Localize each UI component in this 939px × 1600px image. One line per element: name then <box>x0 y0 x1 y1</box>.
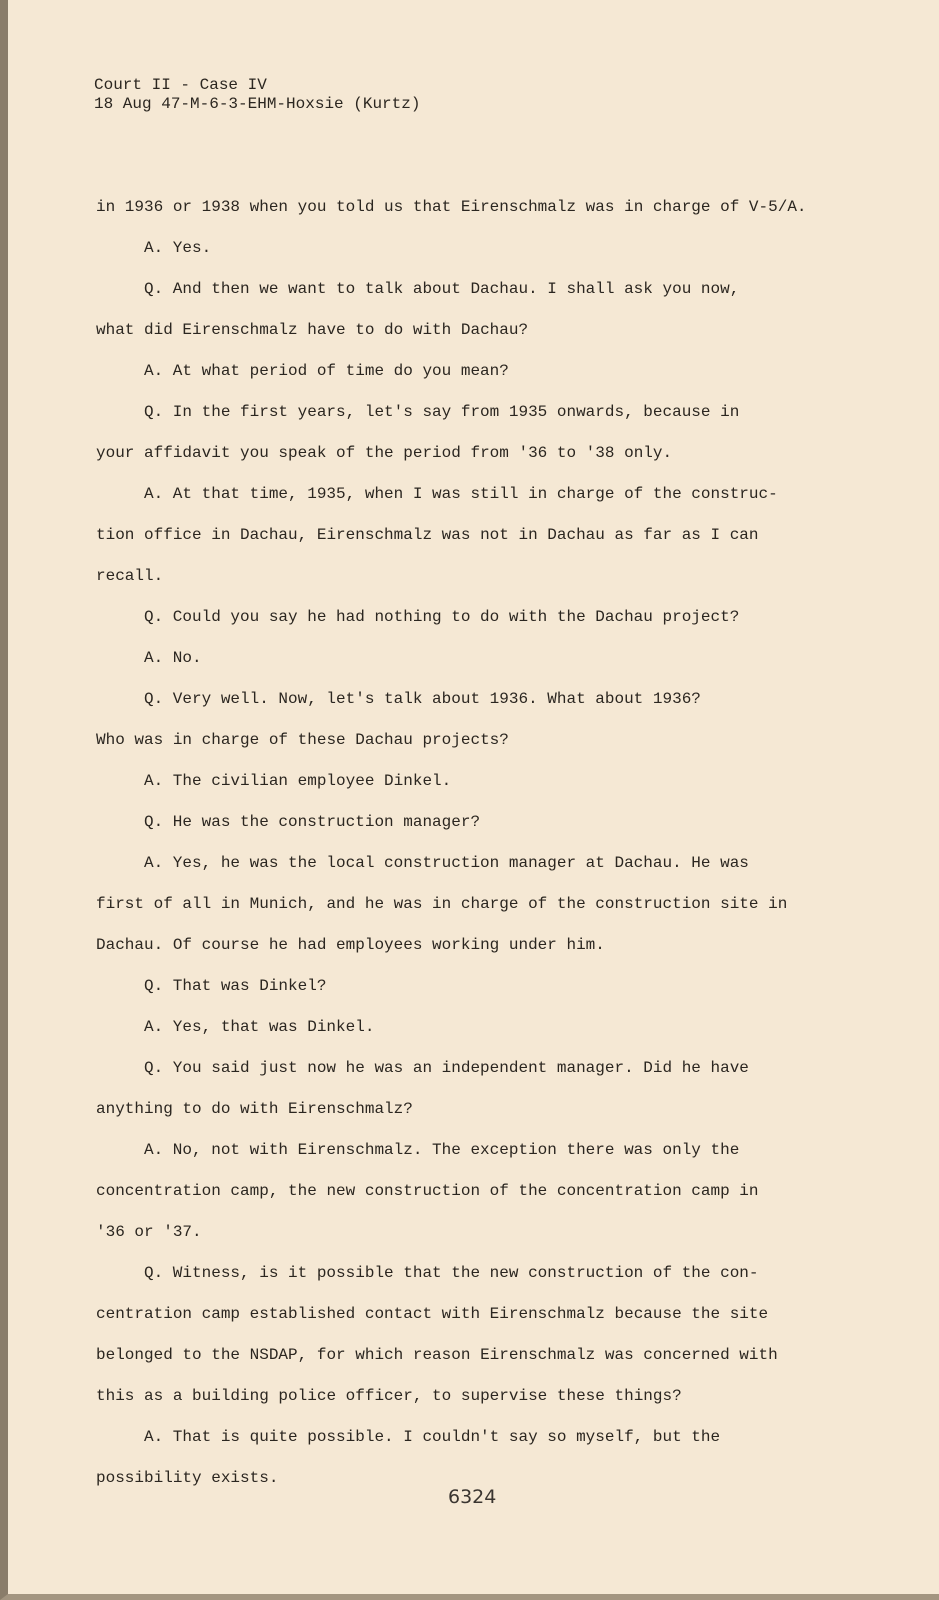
answer-line: A. Yes, that was Dinkel. <box>144 1018 375 1036</box>
transcript-line: first of all in Munich, and he was in charge of the construction site in <box>96 895 788 913</box>
answer-line: A. No, not with Eirenschmalz. The exception there was only the <box>144 1141 740 1159</box>
transcript-line: belonged to the NSDAP, for which reason Eirenschmalz was concerned with <box>96 1346 778 1364</box>
transcript-line: your affidavit you speak of the period from '36 to '38 only. <box>96 444 673 462</box>
header-court-line: Court II - Case IV <box>94 76 267 94</box>
header-date-line: 18 Aug 47-M-6-3-EHM-Hoxsie (Kurtz) <box>94 95 421 113</box>
transcript-line: recall. <box>96 567 164 585</box>
question-line: Q. Could you say he had nothing to do with the Dachau project? <box>144 608 740 626</box>
transcript-line: anything to do with Eirenschmalz? <box>96 1100 413 1118</box>
transcript-line: Dachau. Of course he had employees working under him. <box>96 936 605 954</box>
transcript-line: centration camp established contact with Eirenschmalz because the site <box>96 1305 769 1323</box>
transcript-line: this as a building police officer, to supervise these things? <box>96 1387 682 1405</box>
question-line: Q. That was Dinkel? <box>144 977 327 995</box>
question-line: Q. Very well. Now, let's talk about 1936. What about 1936? <box>144 690 701 708</box>
question-line: Q. And then we want to talk about Dachau. I shall ask you now, <box>144 280 740 298</box>
answer-line: A. No. <box>144 649 202 667</box>
question-line: Q. He was the construction manager? <box>144 813 481 831</box>
page-number: 6324 <box>448 1486 497 1508</box>
transcript-line: in 1936 or 1938 when you told us that Eirenschmalz was in charge of V-5/A. <box>96 198 807 216</box>
question-line: Q. In the first years, let's say from 1935 onwards, because in <box>144 403 740 421</box>
transcript-body <box>96 187 856 1499</box>
answer-line: A. Yes, he was the local construction manager at Dachau. He was <box>144 854 749 872</box>
transcript-line: concentration camp, the new construction of the concentration camp in <box>96 1182 759 1200</box>
transcript-line: what did Eirenschmalz have to do with Dachau? <box>96 321 529 339</box>
answer-line: A. At that time, 1935, when I was still in charge of the construc- <box>144 485 778 503</box>
answer-line: A. At what period of time do you mean? <box>144 362 509 380</box>
answer-line: A. Yes. <box>144 239 212 257</box>
transcript-line: tion office in Dachau, Eirenschmalz was not in Dachau as far as I can <box>96 526 759 544</box>
answer-line: A. The civilian employee Dinkel. <box>144 772 452 790</box>
case-header <box>94 76 420 114</box>
question-line: Q. Witness, is it possible that the new construction of the con- <box>144 1264 759 1282</box>
question-line: Q. You said just now he was an independent manager. Did he have <box>144 1059 749 1077</box>
answer-line: A. That is quite possible. I couldn't say so myself, but the <box>144 1428 721 1446</box>
transcript-line: Who was in charge of these Dachau projects? <box>96 731 509 749</box>
transcript-line: '36 or '37. <box>96 1223 202 1241</box>
transcript-line: possibility exists. <box>96 1469 279 1487</box>
